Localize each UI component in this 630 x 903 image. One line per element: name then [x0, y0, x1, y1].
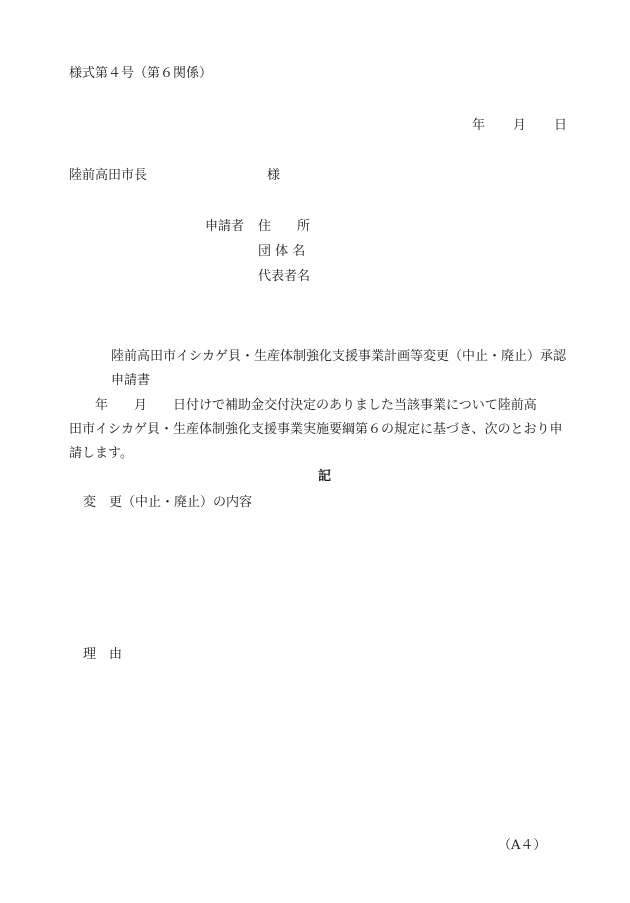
paper-size-footer: （A４） — [498, 838, 547, 853]
document-title — [111, 345, 566, 393]
date-month-label: 月 — [513, 118, 527, 133]
change-content-heading: 変 更（中止・廃止）の内容 — [83, 495, 253, 510]
document-title-line-2: 申請書 — [111, 373, 151, 388]
applicant-address-label: 住 所 — [258, 219, 311, 234]
form-number: 様式第４号（第６関係） — [69, 66, 213, 81]
applicant-fields — [258, 219, 310, 294]
addressee — [69, 168, 280, 185]
date-year-label: 年 — [472, 118, 486, 133]
addressee-honorific: 様 — [267, 168, 281, 183]
ki-heading: 記 — [318, 469, 332, 484]
applicant-representative-label: 代表者名 — [258, 268, 311, 284]
reason-heading: 理 由 — [83, 647, 123, 662]
body-line-2: 田市イシカゲ貝・生産体制強化支援事業実施要綱第６の規定に基づき、次のとおり申 — [69, 422, 563, 437]
body-text — [69, 394, 589, 466]
body-line-3: 請します。 — [69, 446, 133, 461]
applicant-label: 申請者 — [205, 219, 245, 234]
applicant-organization-label: 団 体 名 — [258, 243, 306, 259]
date-day-label: 日 — [554, 118, 568, 133]
addressee-name: 陸前高田市長 — [69, 168, 148, 183]
body-line-1: 年 月 日付けで補助金交付決定のありました当該事業について陸前高 — [69, 398, 537, 413]
document-title-line-1: 陸前高田市イシカゲ貝・生産体制強化支援事業計画等変更（中止・廃止）承認 — [111, 349, 567, 364]
date-line — [472, 118, 567, 135]
